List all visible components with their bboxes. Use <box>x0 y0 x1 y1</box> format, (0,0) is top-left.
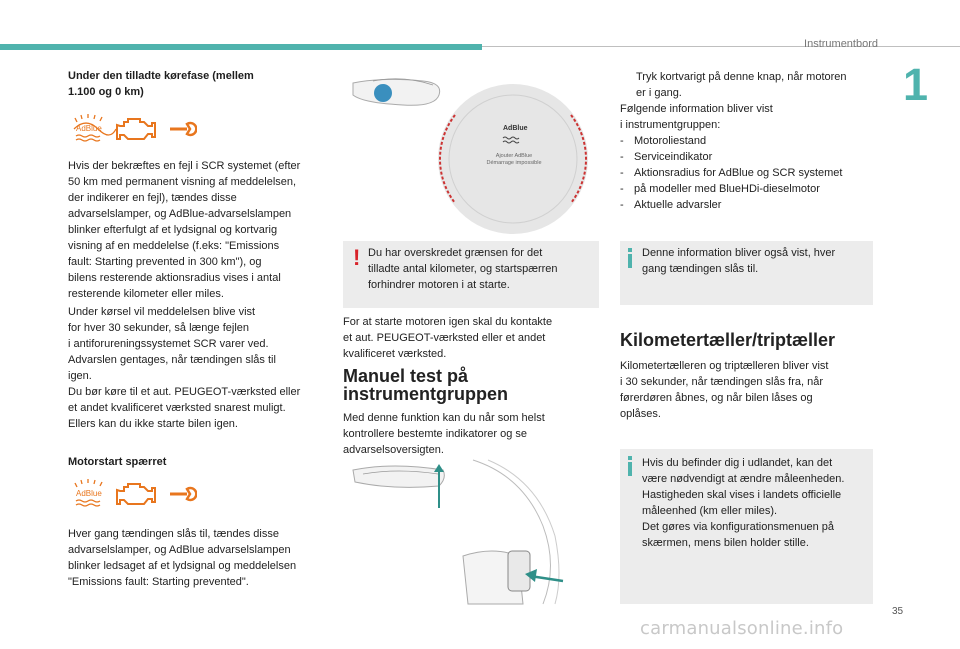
heading-manual-test: Manuel test på instrumentgruppen <box>343 366 508 404</box>
list-item: - Serviceindikator <box>620 149 875 165</box>
info-box-ignition: Denne information bliver også vist, hver gang tændingen slås til. <box>620 241 873 305</box>
info-icon <box>628 456 632 476</box>
info-icon <box>628 248 632 268</box>
paragraph-driving-message: Under kørsel vil meddelelsen blive vist for hver 30 sekunder, så længe fejlen i antiforureningssystemet SCR varer ved. Advarslen gentages, når tændingen slås til igen. Du bør køre til et aut. PEUGEOT-værksted eller et andet kvalificeret værksted snarest muligt. Ellers kan du ikke starte bilen igen. <box>68 306 301 430</box>
header-rule <box>482 46 960 47</box>
heading-start-blocked: Motorstart spærret <box>68 456 167 468</box>
gauge-adblue-label: AdBlue <box>503 125 528 132</box>
paragraph-odometer: Kilometertælleren og triptælleren bliver vist i 30 sekunder, når tændingen slås fra, når førerdøren åbnes, og når bilen låses og oplåses. <box>620 360 829 420</box>
engine-warning-icon <box>116 114 158 144</box>
list-item-continuation: - på modeller med BlueHDi-dieselmotor <box>620 181 875 197</box>
adblue-lamp-icon <box>66 479 116 509</box>
warning-exclamation-icon: ! <box>353 245 361 270</box>
wrench-icon <box>167 118 197 140</box>
header-accent-bar <box>0 44 482 50</box>
page-number: 35 <box>892 606 904 617</box>
warning-lamps-row-2 <box>66 479 116 509</box>
list-item: - Aktuelle advarsler <box>620 197 875 213</box>
chapter-number: 1 <box>903 59 929 110</box>
steering-wheel-illustration <box>343 456 599 606</box>
section-title: Instrumentbord <box>804 38 878 50</box>
paragraph-manual-test: Med denne funktion kan du når som helst kontrollere bestemte indikatorer og se advarselsoversigten. <box>343 412 545 456</box>
adblue-lamp-label: AdBlue <box>76 124 102 133</box>
watermark: carmanualsonline.info <box>640 618 844 639</box>
paragraph-restart: For at starte motoren igen skal du kontakte et aut. PEUGEOT-værksted eller et andet kvalificeret værksted. <box>343 316 553 360</box>
engine-warning-icon <box>116 479 158 509</box>
paragraph-info-shown: Følgende information bliver vist i instrumentgruppen: <box>620 103 773 131</box>
wrench-icon <box>167 483 197 505</box>
warning-box: ! Du har overskredet grænsen for det tilladte antal kilometer, og startspærren forhindrer motoren i at starte. <box>343 241 599 308</box>
instrument-cluster-illustration <box>343 75 599 240</box>
info-list <box>620 133 875 213</box>
list-item: - Motoroliestand <box>620 133 875 149</box>
paragraph-start-blocked: Hver gang tændingen slås til, tændes disse advarselslamper, og AdBlue advarselslampen blinker ledsaget af et lydsignal og meddelelsen "Emissions fault: Starting prevented". <box>68 528 297 588</box>
paragraph-scr-fault: Hvis der bekræftes en fejl i SCR systemet (efter 50 km med permanent visning af meddelelsen, der indikerer en fejl), tændes disse advarselslamper, og AdBlue-advarselslampen blinker efterfulgt af et lydsignal og kortvarig visning af en meddelelse (f.eks: "Emissions fault: Starting prevented in 300 km"), og bilens resterende aktionsradius vises i antal resterende kilometer eller miles. <box>68 160 301 300</box>
gauge-message: Ajouter AdBlue Démarrage impossible <box>486 153 542 166</box>
adblue-lamp-label: AdBlue <box>76 489 102 498</box>
bullet-press-button: Tryk kortvarigt på denne knap, når motoren er i gang. <box>636 71 847 99</box>
list-item: - Aktionsradius for AdBlue og SCR systemet <box>620 165 875 181</box>
info-box-abroad: Hvis du befinder dig i udlandet, kan det være nødvendigt at ændre måleenheden. Hastigheden skal vises i landets officielle måleenhed (km eller miles). Det gøres via konfigurationsmenuen på skærmen, mens bilen holder stille. <box>620 449 873 604</box>
heading-odometer: Kilometertæller/triptæller <box>620 330 836 350</box>
heading-permitted-phase: Under den tilladte kørefase (mellem 1.100 og 0 km) <box>68 70 254 98</box>
